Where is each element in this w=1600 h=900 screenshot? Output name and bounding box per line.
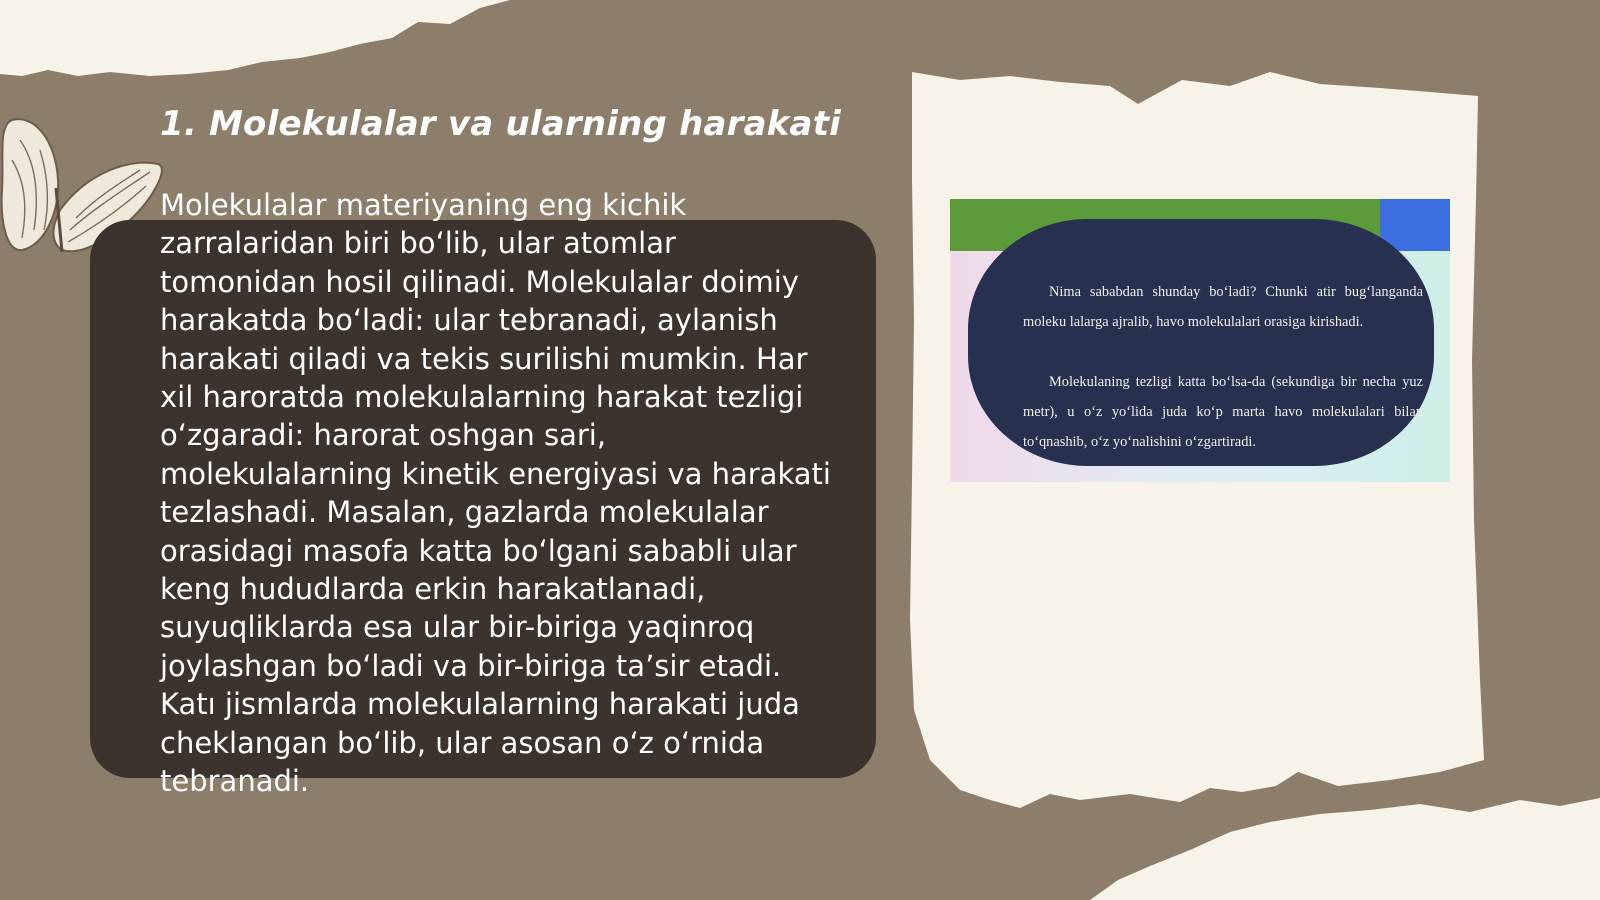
textbook-excerpt-image: [950, 199, 1450, 482]
excerpt-paragraph-1: Nima sababdan shunday bo‘ladi? Chunki atir bug‘langanda moleku lalarga ajralib, havo molekulalari orasiga kirishadi.: [1023, 284, 1423, 330]
body-paragraph: Molekulalar materiyaning eng kichik zarralaridan biri bo‘lib, ular atomlar tomonidan hosil qilinadi. Molekulalar doimiy harakatda bo‘ladi: ular tebranadi, aylanish harakati qiladi va tekis surilishi mumkin. Har xil haroratda molekulalarning harakat tezligi o‘zgaradi: harorat oshgan sari, molekulalarning kinetik energiyasi va harakati tezlashadi. Masalan, gazlarda molekulalar orasidagi masofa katta bo‘lgani sababli ular keng hududlarda erkin harakatlanadi, suyuqliklarda esa ular bir-biriga yaqinroq joylashgan bo‘ladi va bir-biriga ta’sir etadi. Katı jismlarda molekulalarning harakati juda cheklangan bo‘lib, ular asosan o‘z o‘rnida tebranadi.: [160, 188, 831, 799]
slide-title: 1. Molekulalar va ularning harakati: [160, 104, 842, 144]
excerpt-paragraph-2: Molekulaning tezligi katta bo‘lsa-da (sekundiga bir necha yuz metr), u o‘z yo‘lida juda ko‘p marta havo molekulalari bilan to‘qnashib, o‘z yo‘nalishini o‘zgartiradi.: [1023, 374, 1423, 450]
excerpt-card: [968, 219, 1434, 466]
blue-strip: [1380, 199, 1450, 251]
